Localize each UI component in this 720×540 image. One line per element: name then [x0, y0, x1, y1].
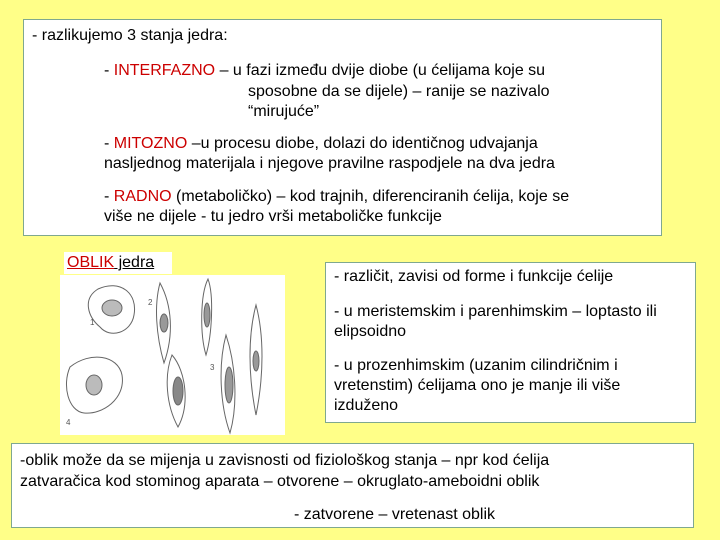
shape-change-l1: -oblik može da se mijenja u zavisnosti od fiziološkog stanja – npr kod ćelija	[20, 452, 550, 469]
spindle-nucleus-2	[253, 351, 259, 371]
shape-heading-box	[64, 252, 172, 274]
shape-change-l3: - zatvorene – vretenast oblik	[294, 506, 495, 523]
figure-label-3: 3	[210, 363, 215, 372]
shape-heading-jedra: jedra	[114, 254, 155, 271]
shape-desc-3-l3: izduženo	[334, 397, 399, 414]
interphase-term: INTERFAZNO	[113, 62, 216, 79]
shape-description-box	[325, 262, 696, 423]
cell-shapes-figure	[60, 275, 285, 435]
figure-label-4: 4	[66, 418, 71, 427]
shape-desc-2-l1: - u meristemskim i parenhimskim – loptasto ili	[334, 303, 657, 320]
figure-label-1: 1	[90, 318, 95, 327]
cell-drawings	[60, 275, 285, 435]
shape-desc-3-l2: vretenstim) ćelijama ono je manje ili više	[334, 377, 621, 394]
elongated-nucleus-2	[173, 377, 183, 405]
mitotic-line-1: - MITOZNO –u procesu diobe, dolazi do identičnog udvajanja	[104, 135, 538, 152]
interphase-line-1: - INTERFAZNO – u fazi između dvije diobe (u ćelijama koje su	[104, 62, 546, 79]
figure-label-2: 2	[148, 298, 153, 307]
interphase-line-2: sposobne da se dijele) – ranije se nazivalo	[248, 83, 550, 100]
working-line-1: - RADNO (metaboličko) – kod trajnih, diferenciranih ćelija, koje se	[104, 188, 570, 205]
round-nucleus	[102, 300, 122, 316]
working-line-2: više ne dijele - tu jedro vrši metaboličke funkcije	[104, 208, 442, 225]
mitotic-line-2: nasljednog materijala i njegove pravilne raspodjele na dva jedra	[104, 155, 555, 172]
shape-desc-1: - različit, zavisi od forme i funkcije ćelije	[334, 268, 614, 285]
elongated-nucleus-1	[204, 303, 210, 327]
shape-change-box	[11, 443, 694, 528]
shape-desc-3-l1: - u prozenhimskim (uzanim cilindričnim i	[334, 357, 618, 374]
shape-heading	[67, 253, 154, 273]
long-nucleus	[225, 367, 233, 403]
lower-left-nucleus	[86, 375, 102, 395]
working-term: RADNO	[113, 188, 172, 205]
shape-desc-2-l2: elipsoidno	[334, 323, 407, 340]
interphase-line-3: “mirujuće”	[248, 103, 320, 120]
spindle-nucleus-1	[160, 314, 168, 332]
shape-change-l2: zatvaračica kod stominog aparata – otvorene – okruglato-ameboidni oblik	[20, 473, 540, 490]
mitotic-term: MITOZNO	[113, 135, 188, 152]
nucleus-states-box	[23, 19, 662, 236]
shape-heading-oblik: OBLIK	[67, 254, 115, 271]
intro-text: - razlikujemo 3 stanja jedra:	[32, 27, 228, 44]
